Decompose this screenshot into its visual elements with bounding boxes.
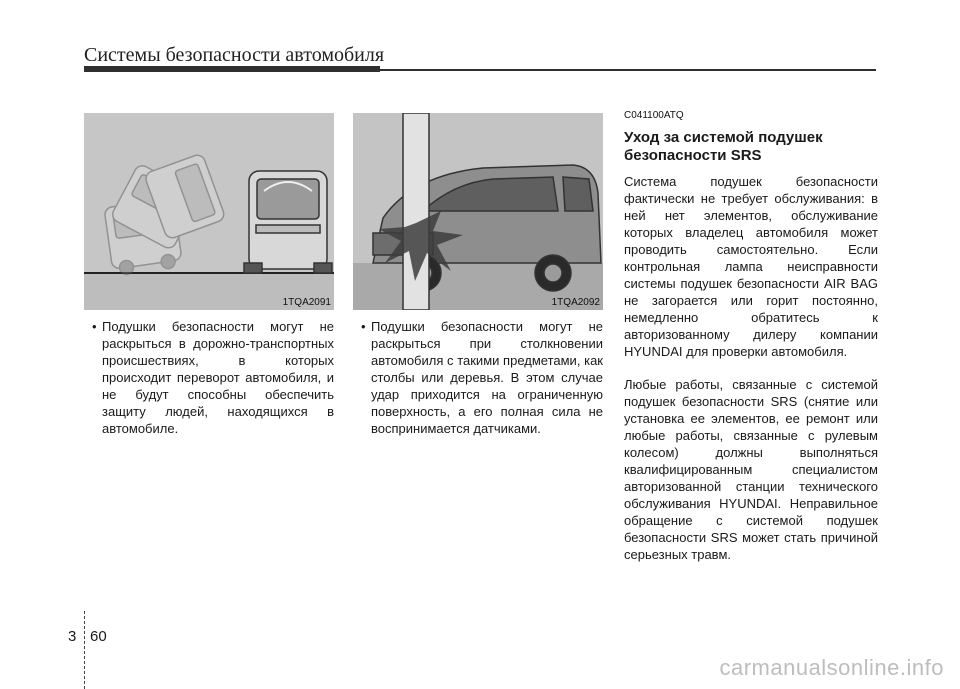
- figure-rollover: [84, 113, 334, 310]
- section-code: C041100ATQ: [624, 110, 684, 121]
- section-paragraph: Любые работы, связанные с системой подушек безопасности SRS (снятие или установка ее элементов, ее ремонт или любые работы, связанные с рулевым колесом) должны выполняться квалифицированным специалистом авторизованной станции технического обслуживания HYUNDAI. Неправильное обращение с системой подушек безопасности SRS может стать причиной серьезных травм.: [624, 377, 878, 562]
- page-number: 60: [90, 628, 107, 645]
- chapter-number: 3: [68, 628, 77, 645]
- figure-code: 1TQA2091: [282, 297, 331, 308]
- pole-collision-car-illustration: [353, 113, 603, 310]
- header-rule: [84, 66, 380, 72]
- footer-divider: [84, 611, 86, 689]
- bullet-mark: •: [92, 319, 97, 334]
- figure-code: 1TQA2092: [551, 297, 600, 308]
- bullet-mark: •: [361, 319, 366, 334]
- bullet-rollover: [84, 318, 334, 437]
- section-paragraph: Система подушек безопасности фактически не требует обслуживания: в ней нет элементов, обслуживание которых владелец автомобиля может проводить самостоятельно. Если контрольная лампа неисправности системы подушек безопасности AIR BAG не загорается или горит постоянно, немедленно обратитесь к авторизованному дилеру компании HYUNDAI для проверки автомобиля.: [624, 174, 878, 359]
- header-rule-thin: [380, 69, 876, 71]
- bullet-text: Подушки безопасности могут не раскрыться в дорожно-транспортных происшествиях, в которых происходит переворот автомобиля, и не будут способны обеспечить защиту людей, находящихся в автомобиле.: [102, 319, 334, 436]
- bullet-pole-collision: [353, 318, 603, 437]
- page-title: Системы безопасности автомобиля: [84, 44, 385, 66]
- bullet-text: Подушки безопасности могут не раскрыться при столкновении автомобиля с такими предметами, как столбы или деревья. В этом случае удар приходится на ограниченную поверхность, а его полная сила не воспринимается датчиками.: [371, 319, 603, 436]
- srs-maintenance-section: [624, 110, 878, 579]
- section-title: Уход за системой подушек безопасности SRS: [624, 129, 823, 164]
- figure-pole-collision: [353, 113, 603, 310]
- watermark: carmanualsonline.info: [719, 655, 944, 680]
- rollover-car-illustration: [84, 113, 334, 310]
